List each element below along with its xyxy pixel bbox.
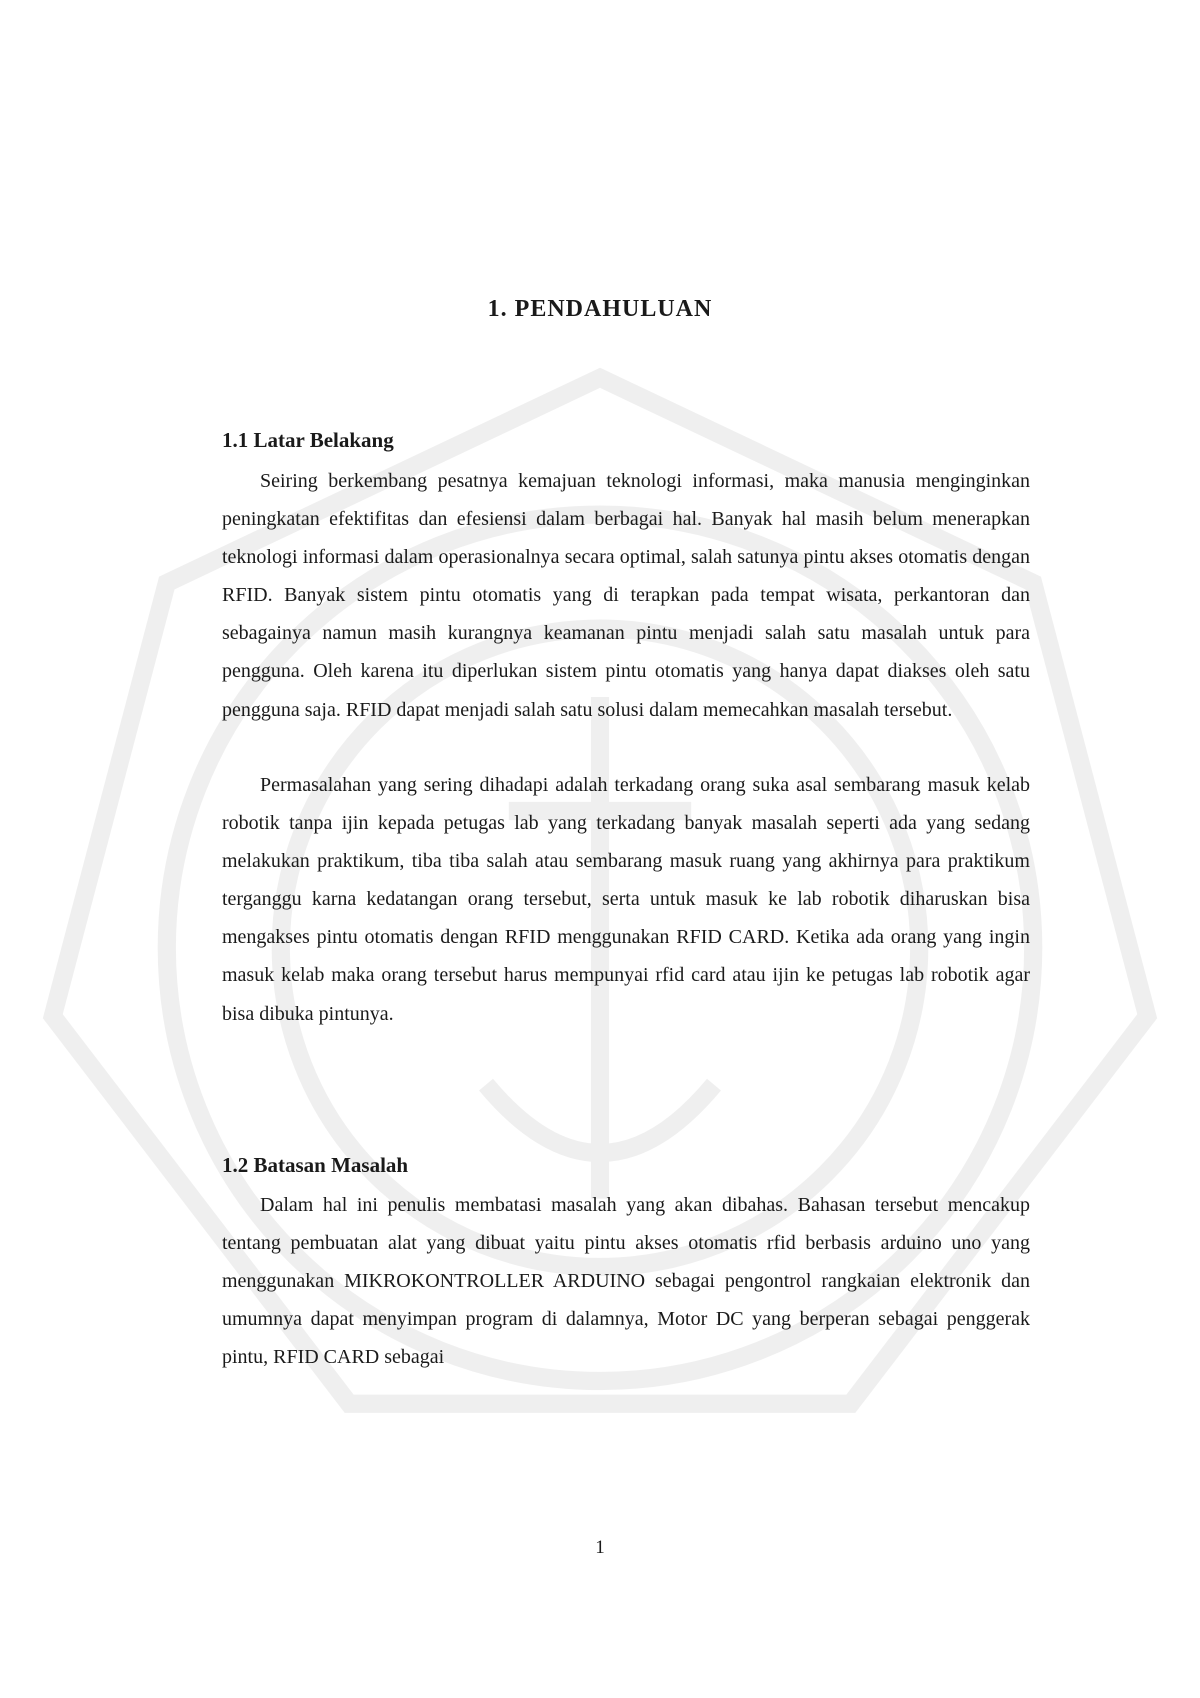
paragraph-latar-belakang-1: Seiring berkembang pesatnya kemajuan teknologi informasi, maka manusia menginginkan peningkatan efektifitas dan efesiensi dalam berbagai hal. Banyak hal masih belum menerapkan teknologi informasi dalam operasionalnya secara optimal, salah satunya pintu akses otomatis dengan RFID. Banyak sistem pintu otomatis yang di terapkan pada tempat wisata, perkantoran dan sebagainya namun masih kurangnya keamanan pintu menjadi salah satu masalah untuk para pengguna. Oleh karena itu diperlukan sistem pintu otomatis yang hanya dapat diakses oleh satu pengguna saja. RFID dapat menjadi salah satu solusi dalam memecahkan masalah tersebut. (222, 470, 1030, 721)
section-heading-latar-belakang: 1.1 Latar Belakang (222, 428, 394, 452)
section-heading-batasan-masalah: 1.2 Batasan Masalah (222, 1153, 409, 1177)
paragraph-batasan-masalah-1: Dalam hal ini penulis membatasi masalah yang akan dibahas. Bahasan tersebut mencakup tentang pembuatan alat yang dibuat yaitu pintu akses otomatis rfid berbasis arduino uno yang menggunakan MIKROKONTROLLER ARDUINO sebagai pengontrol rangkaian elektronik dan umumnya dapat menyimpan program di dalamnya, Motor DC yang berperan sebagai penggerak pintu, RFID CARD sebagai (222, 1194, 1030, 1369)
chapter-title: 1. PENDAHULUAN (487, 296, 713, 322)
paragraph-latar-belakang-2: Permasalahan yang sering dihadapi adalah terkadang orang suka asal sembarang masuk kelab robotik tanpa ijin kepada petugas lab yang terkadang banyak masalah seperti ada yang sedang melakukan praktikum, tiba tiba salah atau sembarang masuk ruang yang akhirnya para praktikum terganggu karna kedatangan orang tersebut, serta untuk masuk ke lab robotik diharuskan bisa mengakses pintu otomatis dengan RFID menggunakan RFID CARD. Ketika ada orang yang ingin masuk kelab maka orang tersebut harus mempunyai rfid card atau ijin ke petugas lab robotik agar bisa dibuka pintunya. (222, 774, 1030, 1025)
page-number: 1 (595, 1537, 605, 1558)
